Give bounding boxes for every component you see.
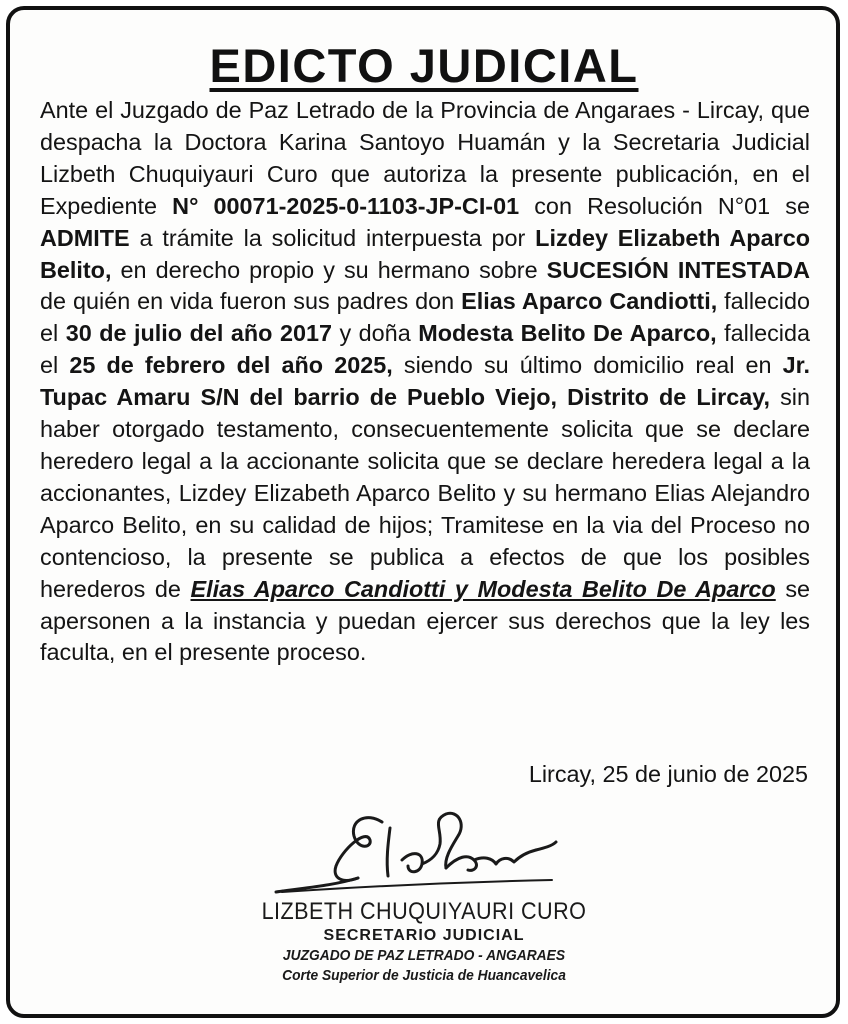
signer-role: SECRETARIO JUDICIAL [323, 927, 525, 944]
mother-name: Modesta Belito De Aparco, [418, 320, 717, 347]
signature-block [230, 898, 618, 986]
body-text-segment: fallecido el [40, 288, 810, 347]
edict-body [40, 95, 810, 669]
body-text-segment: a trámite la solicitud interpuesta por [129, 224, 536, 251]
body-text-segment: se apersonen a la instancia y puedan ejercer sus derechos que la ley les faculta, en el presente proceso. [40, 575, 811, 666]
body-text-segment: siendo su último domicilio real en [392, 352, 783, 379]
case-type: SUCESIÓN INTESTADA [546, 256, 811, 283]
signer-court: JUZGADO DE PAZ LETRADO - ANGARAES [282, 947, 566, 964]
applicant-name: Lizdey Elizabeth Aparco Belito, [40, 224, 810, 283]
admite-keyword: ADMITE [40, 224, 130, 251]
body-text-segment: y doña [331, 320, 419, 347]
handwritten-signature-icon [262, 800, 562, 900]
expediente-number: N° 00071-2025-0-1103-JP-CI-01 [172, 192, 520, 219]
body-text-segment: sin haber otorgado testamento, consecuentemente solicita que se declare heredero legal a la accionante solicita que se declare heredera legal a la accionantes, Lizdey Elizabeth Aparco Belito y su hermano Elias Alejandro Aparco Belito, en su calidad de hijos; Tramitese en la via del Proceso no contencioso, la presente se publica a efectos de que los posibles herederos de [40, 384, 810, 602]
body-text-segment: con Resolución N°01 se [519, 192, 810, 219]
body-text-segment: Ante el Juzgado de Paz Letrado de la Provincia de Angaraes - Lircay, que despacha la Doctora Karina Santoyo Huamán y la Secretaria Judicial Lizbeth Chuquiyauri Curo que autoriza la presente publicación, en el Expediente [40, 97, 810, 219]
body-text-segment: en derecho propio y su hermano sobre [111, 256, 547, 283]
place-date: Lircay, 25 de junio de 2025 [528, 761, 808, 787]
superior-court: Corte Superior de Justicia de Huancavelica [282, 967, 566, 984]
body-text-segment: fallecida el [40, 320, 810, 379]
last-address: Jr. Tupac Amaru S/N del barrio de Pueblo Viejo, Distrito de Lircay, [40, 352, 810, 411]
page-title: EDICTO JUDICIAL [209, 39, 639, 92]
signer-name: LIZBETH CHUQUIYAURI CURO [261, 898, 587, 925]
father-death-date: 30 de julio del año 2017 [65, 320, 332, 347]
mother-death-date: 25 de febrero del año 2025, [69, 352, 393, 379]
deceased-names: Elias Aparco Candiotti y Modesta Belito De Aparco [190, 575, 776, 602]
father-name: Elias Aparco Candiotti, [461, 288, 718, 315]
body-text-segment: de quién en vida fueron sus padres don [40, 288, 462, 315]
